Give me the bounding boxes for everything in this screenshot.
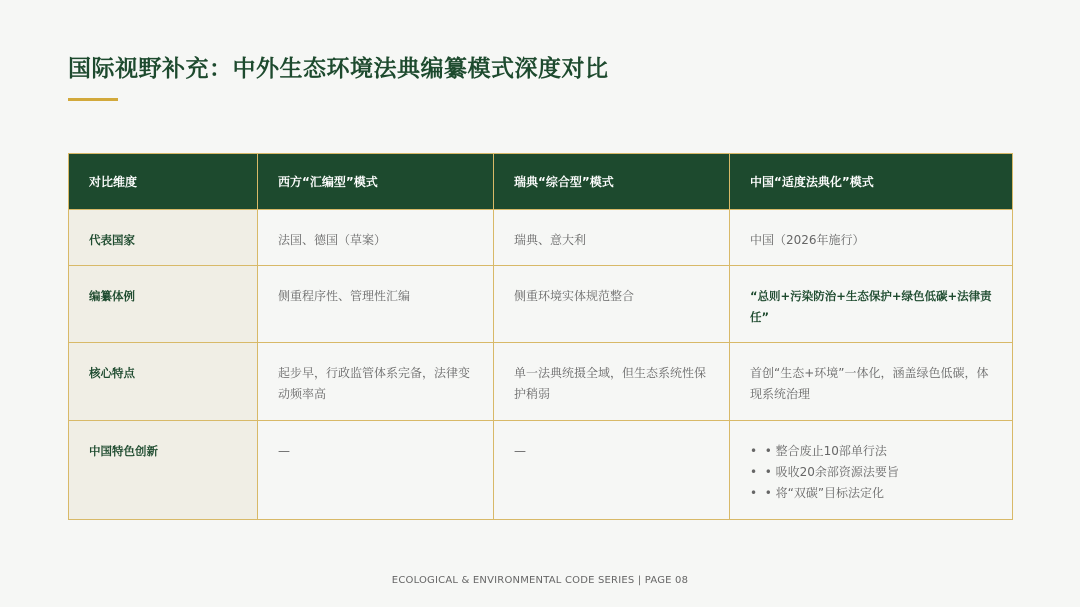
innovation-list (750, 441, 992, 504)
comparison-table (68, 153, 1013, 520)
header-china-model: 中国“适度法典化”模式 (730, 154, 1013, 210)
cell-china: “总则+污染防治+生态保护+绿色低碳+法律责任” (730, 266, 1013, 343)
table-row (69, 343, 1013, 421)
list-item: • • 整合废止10部单行法 (750, 441, 992, 462)
table-row (69, 421, 1013, 520)
cell-sweden: — (494, 421, 730, 520)
cell-china: 中国（2026年施行） (730, 210, 1013, 266)
header-dimension: 对比维度 (69, 154, 258, 210)
row-dimension-label: 编纂体例 (69, 266, 258, 343)
row-dimension-label: 核心特点 (69, 343, 258, 421)
cell-western: 法国、德国（草案） (258, 210, 494, 266)
cell-western: 侧重程序性、管理性汇编 (258, 266, 494, 343)
page-title: 国际视野补充：中外生态环境法典编纂模式深度对比 (68, 56, 609, 82)
title-accent-bar (68, 98, 118, 101)
cell-sweden: 瑞典、意大利 (494, 210, 730, 266)
table-header-row (69, 154, 1013, 210)
page-footer: ECOLOGICAL & ENVIRONMENTAL CODE SERIES | PAGE 08 (391, 575, 689, 586)
row-dimension-label: 代表国家 (69, 210, 258, 266)
list-item: • • 将“双碳”目标法定化 (750, 483, 992, 504)
cell-western: — (258, 421, 494, 520)
table-row (69, 266, 1013, 343)
header-sweden-model: 瑞典“综合型”模式 (494, 154, 730, 210)
list-item: • • 吸收20余部资源法要旨 (750, 462, 992, 483)
cell-sweden: 侧重环境实体规范整合 (494, 266, 730, 343)
cell-western: 起步早，行政监管体系完备，法律变动频率高 (258, 343, 494, 421)
header-western-model: 西方“汇编型”模式 (258, 154, 494, 210)
cell-china (730, 421, 1013, 520)
row-dimension-label: 中国特色创新 (69, 421, 258, 520)
cell-china: 首创“生态+环境”一体化，涵盖绿色低碳，体现系统治理 (730, 343, 1013, 421)
table-row (69, 210, 1013, 266)
cell-sweden: 单一法典统摄全域，但生态系统性保护稍弱 (494, 343, 730, 421)
